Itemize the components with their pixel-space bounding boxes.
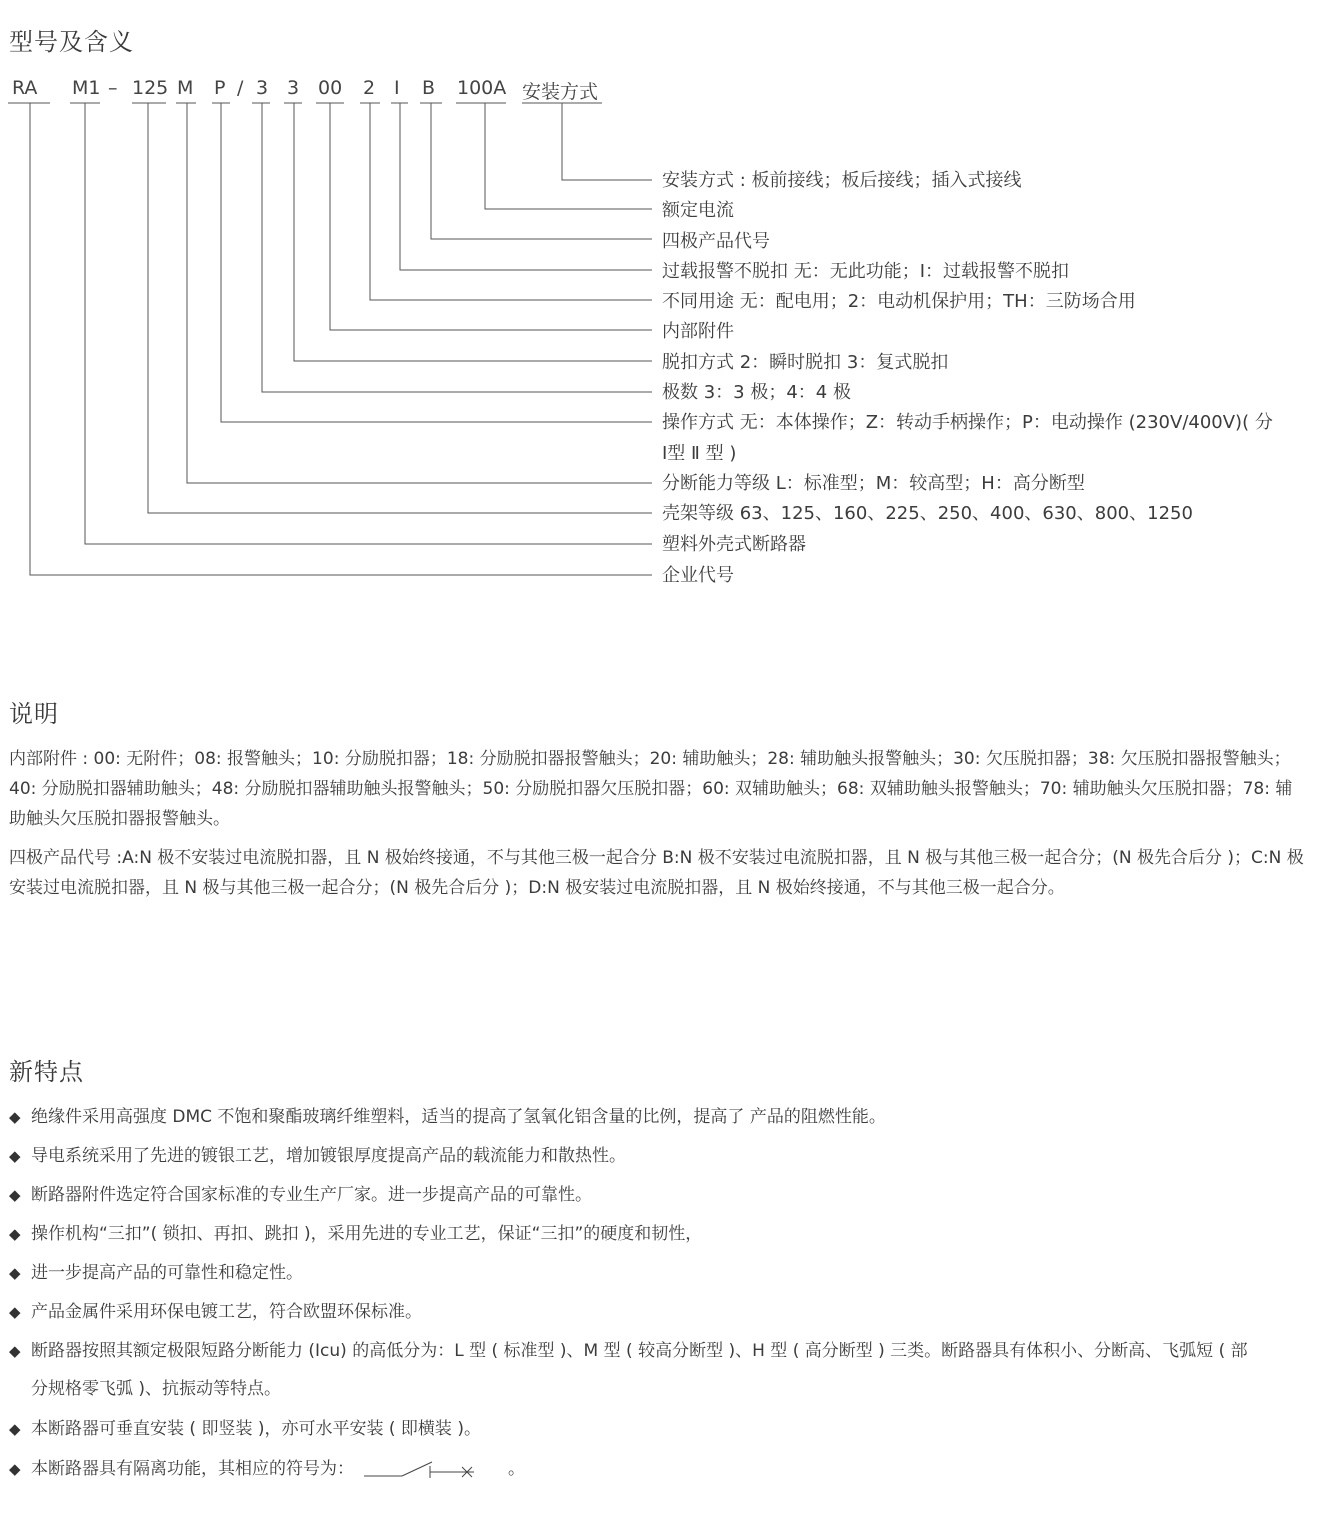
bullet-icon: ◆ [9,1303,21,1321]
code-m: M [177,77,194,99]
code-00: 00 [318,77,343,99]
bullet-icon: ◆ [9,1342,21,1360]
desc-rated-current: 额定电流 [662,200,734,221]
desc-frame-grade: 壳架等级 63、125、160、225、250、400、630、800、1250 [662,503,1193,524]
code-i: Ⅰ [394,77,400,99]
feature-text: 导电系统采用了先进的镀银工艺，增加镀银厚度提高产品的载流能力和散热性。 [31,1146,626,1166]
code-3b: 3 [287,77,300,99]
code-slash: / [237,77,244,99]
explanation-four-pole: 四极产品代号 :A:N 极不安装过电流脱扣器，且 N 极始终接通，不与其他三极一起合分 B:N 极不安装过电流脱扣器，且 N 极与其他三极一起合分；(N 极先合后分 )；C:N 极安装过电流脱扣器，且 N 极与其他三极一起合分；(N 极先合后分 )；D:N 极安装过电流脱扣器，且 N 极始终接通，不与其他三极一起合分。 [9,848,1304,898]
feature-item [9,1450,1309,1488]
bullet-icon: ◆ [9,1420,21,1438]
desc-overload-alarm: 过载报警不脱扣 无：无此功能；Ⅰ：过载报警不脱扣 [662,261,1070,282]
feature-text: 绝缘件采用高强度 DMC 不饱和聚酯玻璃纤维塑料，适当的提高了氢氧化铝含量的比例，提高了 产品的阻燃性能。 [31,1107,886,1127]
leader-four-pole [431,103,652,239]
desc-mccb: 塑料外壳式断路器 [662,534,806,555]
code-p: P [214,77,226,99]
desc-four-pole-code: 四极产品代号 [662,231,770,252]
code-ra: RA [12,77,38,99]
bullet-icon: ◆ [9,1108,21,1126]
code-100a: 100A [457,77,507,99]
feature-item [9,1176,1309,1214]
section-title-model: 型号及含义 [9,28,134,56]
leader-accessory [330,103,652,330]
leader-poles [262,103,652,392]
feature-item [9,1293,1309,1331]
leader-operation [221,103,652,422]
leader-breaking [187,103,652,483]
feature-item [9,1098,1309,1136]
code-m1: M1 [72,77,101,99]
desc-operation-method-cont: Ⅰ型 Ⅱ 型 ) [662,443,737,464]
feature-text: 断路器附件选定符合国家标准的专业生产厂家。进一步提高产品的可靠性。 [31,1185,592,1205]
feature-item [9,1332,1309,1408]
code-3a: 3 [256,77,269,99]
section-title-features: 新特点 [9,1058,84,1086]
leader-overload [400,103,652,270]
desc-internal-accessory: 内部附件 [662,321,734,342]
bullet-icon: ◆ [9,1225,21,1243]
symbol-period: 。 [508,1459,525,1479]
feature-item [9,1215,1309,1253]
bullet-icon: ◆ [9,1460,21,1478]
bullet-icon: ◆ [9,1264,21,1282]
bullet-icon: ◆ [9,1186,21,1204]
explanation-accessories: 内部附件 : 00: 无附件；08: 报警触头；10: 分励脱扣器；18: 分励脱扣器报警触头；20: 辅助触头；28: 辅助触头报警触头；30: 欠压脱扣器；38: 欠压脱扣器报警触头；40: 分励脱扣器辅助触头；48: 分励脱扣器辅助触头报警触头；50: 分励脱扣器欠压脱扣器；60: 双辅助触头；68: 双辅助触头报警触头；70: 辅助触头欠压脱扣器；78: 辅助触头欠压脱扣器报警触头。 [9,749,1293,829]
code-125: 125 [132,77,169,99]
desc-poles: 极数 3：3 极；4：4 极 [662,382,851,403]
section-title-explanation: 说明 [9,700,59,728]
feature-text: 操作机构“三扣”( 锁扣、再扣、跳扣 )，采用先进的专业工艺，保证“三扣”的硬度和韧性， [31,1224,703,1244]
feature-item [9,1137,1309,1175]
code-install: 安装方式 [522,81,599,103]
desc-company-code: 企业代号 [662,565,734,586]
desc-install-method: 安装方式 : 板前接线；板后接线；插入式接线 [662,170,1022,191]
feature-text: 断路器按照其额定极限短路分断能力 (Icu) 的高低分为：L 型 ( 标准型 )、M 型 ( 较高分断型 )、H 型 ( 高分断型 ) 三类。断路器具有体积小、分断高、飞弧短 ( 部 [31,1341,1248,1361]
desc-breaking-capacity: 分断能力等级 L：标准型；M：较高型；H：高分断型 [662,473,1085,494]
feature-item [9,1254,1309,1292]
desc-trip-method: 脱扣方式 2：瞬时脱扣 3：复式脱扣 [662,352,949,373]
isolator-symbol-icon [362,1458,494,1480]
feature-text-cont: 分规格零飞弧 )、抗振动等特点。 [31,1379,282,1399]
feature-text: 本断路器可垂直安装 ( 即竖装 )，亦可水平安装 ( 即横装 )。 [31,1419,481,1439]
desc-operation-method: 操作方式 无：本体操作；Z：转动手柄操作；P：电动操作 (230V/400V)( 分 [662,412,1273,433]
feature-text: 本断路器具有隔离功能，其相应的符号为： [31,1459,354,1479]
leader-trip [294,103,652,361]
code-b: B [422,77,436,99]
feature-text: 进一步提高产品的可靠性和稳定性。 [31,1263,303,1283]
leader-company [30,103,652,575]
desc-usage: 不同用途 无：配电用；2：电动机保护用；TH：三防场合用 [662,291,1136,312]
code-dash: – [108,77,118,99]
feature-item [9,1410,1309,1448]
bullet-icon: ◆ [9,1147,21,1165]
leader-rated-current [485,103,652,209]
leader-install [562,103,652,180]
code-2: 2 [363,77,376,99]
feature-text: 产品金属件采用环保电镀工艺，符合欧盟环保标准。 [31,1302,422,1322]
leader-mccb [85,103,652,544]
